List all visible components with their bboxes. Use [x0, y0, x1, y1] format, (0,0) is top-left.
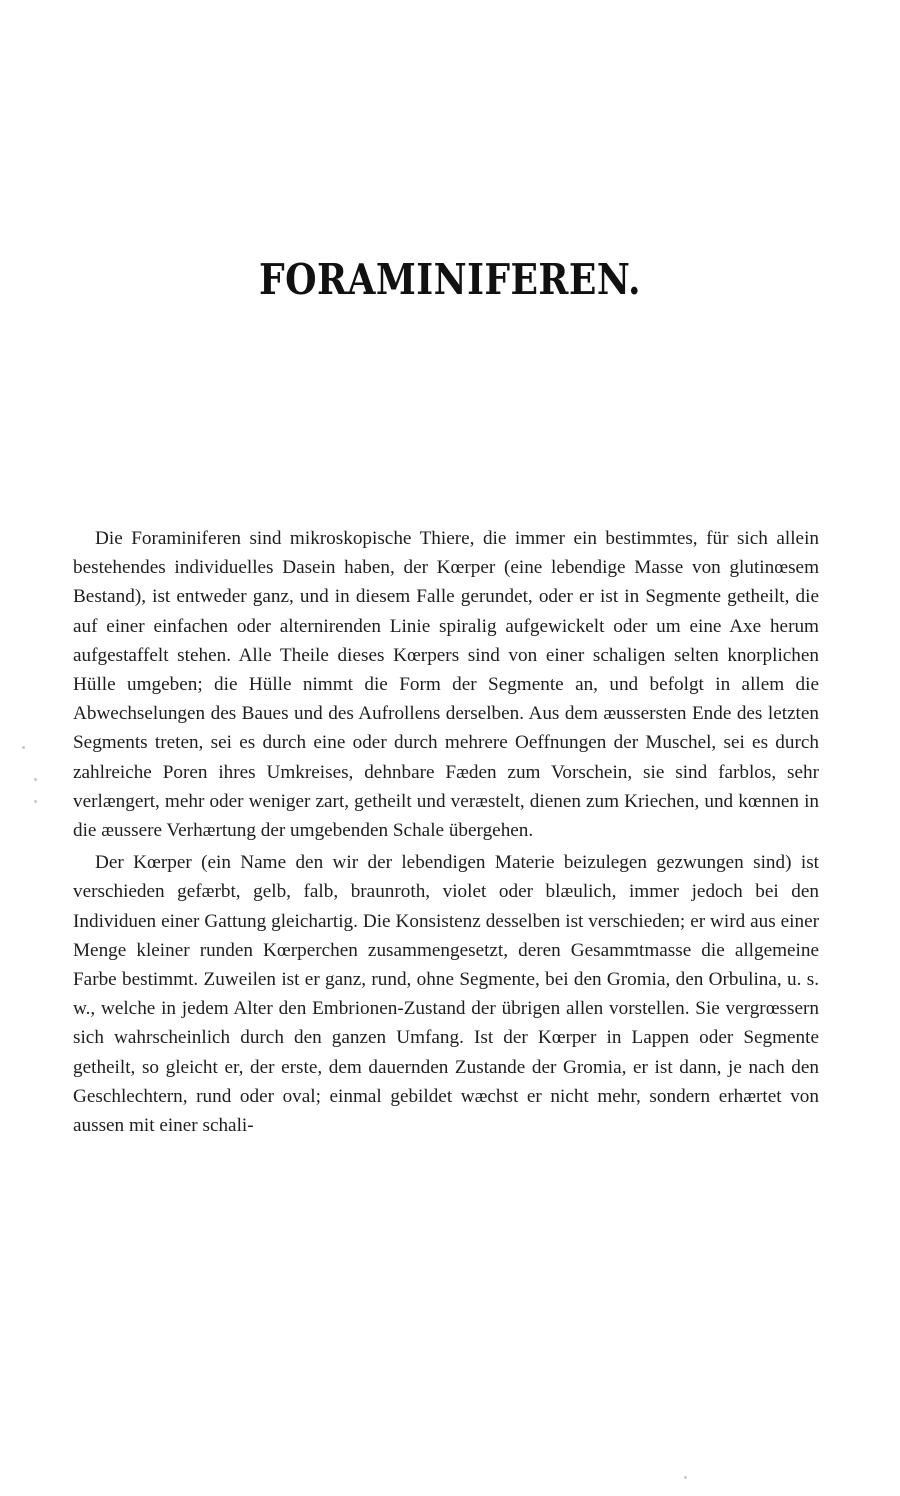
body-text [73, 524, 819, 1140]
paragraph-2: Der Kœrper (ein Name den wir der lebendigen Materie beizulegen gezwungen sind) ist verschieden gefærbt, gelb, falb, braunroth, violet oder blæulich, immer jedoch bei den Individuen einer Gattung gleichartig. Die Konsistenz desselben ist verschieden; er wird aus einer Menge kleiner runden Kœrperchen zusammengesetzt, deren Gesammtmasse die allgemeine Farbe bestimmt. Zuweilen ist er ganz, rund, ohne Segmente, bei den Gromia, den Orbulina, u. s. w., welche in jedem Alter den Embrionen-Zustand der übrigen allen vorstellen. Sie vergrœssern sich wahrscheinlich durch den ganzen Umfang. Ist der Kœrper in Lappen oder Segmente getheilt, so gleicht er, der erste, dem dauernden Zustande der Gromia, er ist dann, je nach den Geschlechtern, rund oder oval; einmal gebildet wæchst er nicht mehr, sondern erhærtet von aussen mit einer schali- [73, 852, 819, 1137]
paper-speck [684, 1476, 687, 1479]
paper-speck [22, 746, 25, 749]
paragraph-1: Die Foraminiferen sind mikroskopische Thiere, die immer ein bestimmtes, für sich allein bestehendes individuelles Dasein haben, der Kœrper (eine lebendige Masse von glutinœsem Bestand), ist entweder ganz, und in diesem Falle gerundet, oder er ist in Segmente getheilt, die auf einer einfachen oder alternirenden Linie spiralig aufgewickelt oder um eine Axe herum aufgestaffelt stehen. Alle Theile dieses Kœrpers sind von einer schaligen selten knorplichen Hülle umgeben; die Hülle nimmt die Form der Segmente an, und befolgt in allem die Abwechselungen des Baues und des Aufrollens derselben. Aus dem æussersten Ende des letzten Segments treten, sei es durch eine oder durch mehrere Oeffnungen der Muschel, sei es durch zahlreiche Poren ihres Umkreises, dehnbare Fæden zum Vorschein, sie sind farblos, sehr verlængert, mehr oder weniger zart, getheilt und veræstelt, dienen zum Kriechen, und kœnnen in die æussere Verhærtung der umgebenden Schale übergehen. [73, 528, 819, 842]
page-title: FORAMINIFEREN. [259, 255, 641, 304]
paper-speck [34, 800, 37, 803]
paper-speck [34, 778, 37, 781]
